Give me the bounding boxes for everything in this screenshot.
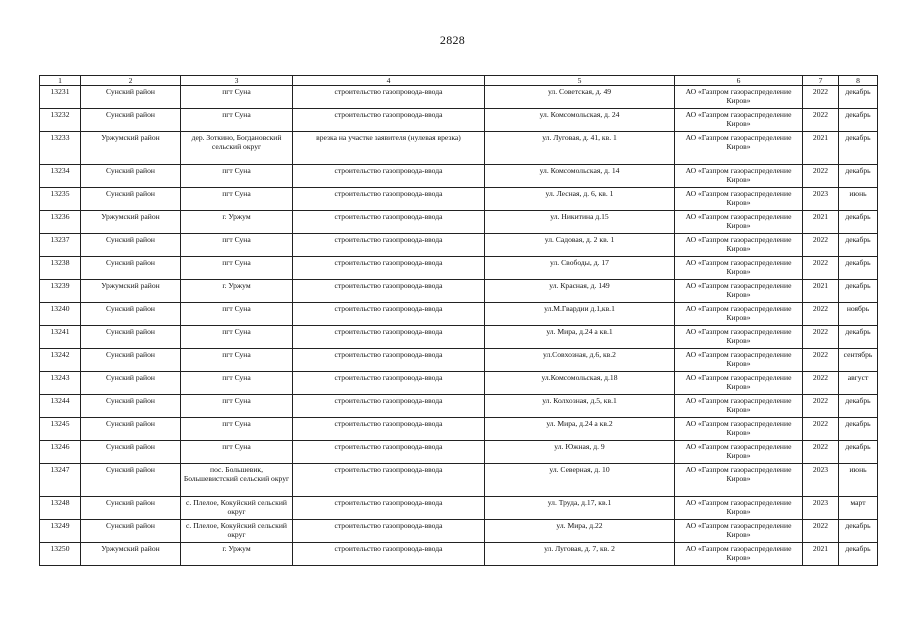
gas-connection-register-table (39, 75, 878, 566)
work-type-cell: строительство газопровода-ввода (293, 464, 485, 497)
column-number-row (40, 76, 878, 86)
work-type-cell: строительство газопровода-ввода (293, 188, 485, 211)
year-cell: 2021 (803, 211, 839, 234)
row-number: 13242 (40, 349, 81, 372)
work-type-cell: строительство газопровода-ввода (293, 303, 485, 326)
organization-cell: АО «Газпром газораспределение Киров» (675, 326, 803, 349)
month-cell: декабрь (839, 441, 878, 464)
table-row (40, 349, 878, 372)
table-row (40, 441, 878, 464)
row-number: 13233 (40, 132, 81, 165)
row-number: 13245 (40, 418, 81, 441)
year-cell: 2022 (803, 349, 839, 372)
row-number: 13237 (40, 234, 81, 257)
column-number: 5 (485, 76, 675, 86)
work-type-cell: строительство газопровода-ввода (293, 109, 485, 132)
locality-cell: с. Плелое, Кокуйский сельский округ (181, 497, 293, 520)
work-type-cell: строительство газопровода-ввода (293, 372, 485, 395)
locality-cell: пгт Суна (181, 418, 293, 441)
month-cell: декабрь (839, 165, 878, 188)
address-cell: ул. Советская, д. 49 (485, 86, 675, 109)
locality-cell: пгт Суна (181, 349, 293, 372)
column-number: 8 (839, 76, 878, 86)
district-cell: Сунский район (81, 372, 181, 395)
locality-cell: пгт Суна (181, 395, 293, 418)
work-type-cell: строительство газопровода-ввода (293, 418, 485, 441)
organization-cell: АО «Газпром газораспределение Киров» (675, 464, 803, 497)
row-number: 13232 (40, 109, 81, 132)
month-cell: декабрь (839, 86, 878, 109)
row-number: 13234 (40, 165, 81, 188)
table-row (40, 86, 878, 109)
address-cell: ул. Свободы, д. 17 (485, 257, 675, 280)
month-cell: август (839, 372, 878, 395)
address-cell: ул. Северная, д. 10 (485, 464, 675, 497)
row-number: 13231 (40, 86, 81, 109)
locality-cell: пгт Суна (181, 303, 293, 326)
district-cell: Сунский район (81, 520, 181, 543)
address-cell: ул. Колхозная, д.5, кв.1 (485, 395, 675, 418)
row-number: 13246 (40, 441, 81, 464)
organization-cell: АО «Газпром газораспределение Киров» (675, 109, 803, 132)
work-type-cell: строительство газопровода-ввода (293, 280, 485, 303)
table-row (40, 165, 878, 188)
year-cell: 2022 (803, 418, 839, 441)
year-cell: 2022 (803, 520, 839, 543)
organization-cell: АО «Газпром газораспределение Киров» (675, 349, 803, 372)
district-cell: Сунский район (81, 395, 181, 418)
work-type-cell: строительство газопровода-ввода (293, 349, 485, 372)
table-body (40, 76, 878, 566)
address-cell: ул. Красная, д. 149 (485, 280, 675, 303)
district-cell: Сунский район (81, 165, 181, 188)
table-row (40, 303, 878, 326)
work-type-cell: строительство газопровода-ввода (293, 234, 485, 257)
table-row (40, 234, 878, 257)
month-cell: ноябрь (839, 303, 878, 326)
district-cell: Уржумский район (81, 132, 181, 165)
month-cell: декабрь (839, 234, 878, 257)
district-cell: Сунский район (81, 326, 181, 349)
organization-cell: АО «Газпром газораспределение Киров» (675, 257, 803, 280)
year-cell: 2022 (803, 303, 839, 326)
district-cell: Сунский район (81, 188, 181, 211)
address-cell: ул. Южная, д. 9 (485, 441, 675, 464)
locality-cell: г. Уржум (181, 211, 293, 234)
work-type-cell: строительство газопровода-ввода (293, 543, 485, 566)
year-cell: 2022 (803, 86, 839, 109)
address-cell: ул. Комсомольская, д. 14 (485, 165, 675, 188)
table-row (40, 257, 878, 280)
month-cell: декабрь (839, 520, 878, 543)
month-cell: декабрь (839, 109, 878, 132)
month-cell: март (839, 497, 878, 520)
year-cell: 2022 (803, 234, 839, 257)
table-row (40, 109, 878, 132)
year-cell: 2022 (803, 257, 839, 280)
year-cell: 2022 (803, 441, 839, 464)
organization-cell: АО «Газпром газораспределение Киров» (675, 395, 803, 418)
organization-cell: АО «Газпром газораспределение Киров» (675, 165, 803, 188)
work-type-cell: строительство газопровода-ввода (293, 497, 485, 520)
work-type-cell: врезка на участке заявителя (нулевая врезка) (293, 132, 485, 165)
table-row (40, 395, 878, 418)
year-cell: 2022 (803, 165, 839, 188)
locality-cell: пгт Суна (181, 326, 293, 349)
locality-cell: с. Плелое, Кокуйский сельский округ (181, 520, 293, 543)
row-number: 13238 (40, 257, 81, 280)
organization-cell: АО «Газпром газораспределение Киров» (675, 372, 803, 395)
year-cell: 2022 (803, 372, 839, 395)
district-cell: Сунский район (81, 349, 181, 372)
row-number: 13241 (40, 326, 81, 349)
year-cell: 2021 (803, 132, 839, 165)
organization-cell: АО «Газпром газораспределение Киров» (675, 280, 803, 303)
year-cell: 2023 (803, 464, 839, 497)
row-number: 13243 (40, 372, 81, 395)
month-cell: декабрь (839, 280, 878, 303)
work-type-cell: строительство газопровода-ввода (293, 86, 485, 109)
address-cell: ул.Комсомольская, д.18 (485, 372, 675, 395)
table-row (40, 211, 878, 234)
table-row (40, 520, 878, 543)
month-cell: декабрь (839, 418, 878, 441)
page-number: 2828 (439, 33, 466, 47)
month-cell: декабрь (839, 132, 878, 165)
row-number: 13236 (40, 211, 81, 234)
row-number: 13249 (40, 520, 81, 543)
month-cell: июнь (839, 464, 878, 497)
address-cell: ул. Мира, д.24 а кв.1 (485, 326, 675, 349)
row-number: 13244 (40, 395, 81, 418)
month-cell: декабрь (839, 395, 878, 418)
address-cell: ул.М.Гвардии д.1,кв.1 (485, 303, 675, 326)
column-number: 3 (181, 76, 293, 86)
month-cell: декабрь (839, 543, 878, 566)
address-cell: ул. Мира, д.24 а кв.2 (485, 418, 675, 441)
month-cell: декабрь (839, 326, 878, 349)
row-number: 13240 (40, 303, 81, 326)
year-cell: 2022 (803, 109, 839, 132)
district-cell: Сунский район (81, 257, 181, 280)
organization-cell: АО «Газпром газораспределение Киров» (675, 234, 803, 257)
column-number: 6 (675, 76, 803, 86)
organization-cell: АО «Газпром газораспределение Киров» (675, 497, 803, 520)
locality-cell: пгт Суна (181, 257, 293, 280)
address-cell: ул.Совхозная, д.6, кв.2 (485, 349, 675, 372)
locality-cell: пгт Суна (181, 86, 293, 109)
address-cell: ул. Труда, д.17, кв.1 (485, 497, 675, 520)
district-cell: Сунский район (81, 464, 181, 497)
organization-cell: АО «Газпром газораспределение Киров» (675, 543, 803, 566)
table-row (40, 464, 878, 497)
locality-cell: г. Уржум (181, 280, 293, 303)
column-number: 2 (81, 76, 181, 86)
column-number: 1 (40, 76, 81, 86)
organization-cell: АО «Газпром газораспределение Киров» (675, 520, 803, 543)
row-number: 13239 (40, 280, 81, 303)
table-row (40, 326, 878, 349)
table-row (40, 132, 878, 165)
district-cell: Уржумский район (81, 280, 181, 303)
locality-cell: дер. Зоткино, Богдановский сельский округ (181, 132, 293, 165)
row-number: 13247 (40, 464, 81, 497)
district-cell: Сунский район (81, 497, 181, 520)
work-type-cell: строительство газопровода-ввода (293, 520, 485, 543)
address-cell: ул. Луговая, д. 7, кв. 2 (485, 543, 675, 566)
year-cell: 2022 (803, 326, 839, 349)
locality-cell: пгт Суна (181, 234, 293, 257)
table-row (40, 497, 878, 520)
locality-cell: пгт Суна (181, 372, 293, 395)
table-row (40, 372, 878, 395)
address-cell: ул. Мира, д.22 (485, 520, 675, 543)
year-cell: 2023 (803, 497, 839, 520)
work-type-cell: строительство газопровода-ввода (293, 326, 485, 349)
row-number: 13235 (40, 188, 81, 211)
month-cell: декабрь (839, 257, 878, 280)
locality-cell: пгт Суна (181, 188, 293, 211)
locality-cell: пос. Большевик, Большевистский сельский округ (181, 464, 293, 497)
month-cell: сентябрь (839, 349, 878, 372)
address-cell: ул. Лесная, д. 6, кв. 1 (485, 188, 675, 211)
table-row (40, 543, 878, 566)
month-cell: июнь (839, 188, 878, 211)
organization-cell: АО «Газпром газораспределение Киров» (675, 188, 803, 211)
organization-cell: АО «Газпром газораспределение Киров» (675, 86, 803, 109)
year-cell: 2023 (803, 188, 839, 211)
district-cell: Сунский район (81, 234, 181, 257)
organization-cell: АО «Газпром газораспределение Киров» (675, 132, 803, 165)
district-cell: Сунский район (81, 303, 181, 326)
organization-cell: АО «Газпром газораспределение Киров» (675, 441, 803, 464)
work-type-cell: строительство газопровода-ввода (293, 441, 485, 464)
month-cell: декабрь (839, 211, 878, 234)
work-type-cell: строительство газопровода-ввода (293, 257, 485, 280)
address-cell: ул. Никитина д.15 (485, 211, 675, 234)
work-type-cell: строительство газопровода-ввода (293, 211, 485, 234)
address-cell: ул. Луговая, д. 41, кв. 1 (485, 132, 675, 165)
district-cell: Сунский район (81, 109, 181, 132)
work-type-cell: строительство газопровода-ввода (293, 165, 485, 188)
district-cell: Сунский район (81, 86, 181, 109)
year-cell: 2021 (803, 543, 839, 566)
table-row (40, 188, 878, 211)
table-row (40, 280, 878, 303)
table-row (40, 418, 878, 441)
locality-cell: пгт Суна (181, 441, 293, 464)
address-cell: ул. Комсомольская, д. 24 (485, 109, 675, 132)
organization-cell: АО «Газпром газораспределение Киров» (675, 211, 803, 234)
locality-cell: пгт Суна (181, 109, 293, 132)
organization-cell: АО «Газпром газораспределение Киров» (675, 303, 803, 326)
organization-cell: АО «Газпром газораспределение Киров» (675, 418, 803, 441)
district-cell: Сунский район (81, 418, 181, 441)
row-number: 13248 (40, 497, 81, 520)
district-cell: Уржумский район (81, 543, 181, 566)
district-cell: Сунский район (81, 441, 181, 464)
year-cell: 2021 (803, 280, 839, 303)
district-cell: Уржумский район (81, 211, 181, 234)
column-number: 4 (293, 76, 485, 86)
locality-cell: г. Уржум (181, 543, 293, 566)
address-cell: ул. Садовая, д. 2 кв. 1 (485, 234, 675, 257)
year-cell: 2022 (803, 395, 839, 418)
column-number: 7 (803, 76, 839, 86)
row-number: 13250 (40, 543, 81, 566)
work-type-cell: строительство газопровода-ввода (293, 395, 485, 418)
locality-cell: пгт Суна (181, 165, 293, 188)
